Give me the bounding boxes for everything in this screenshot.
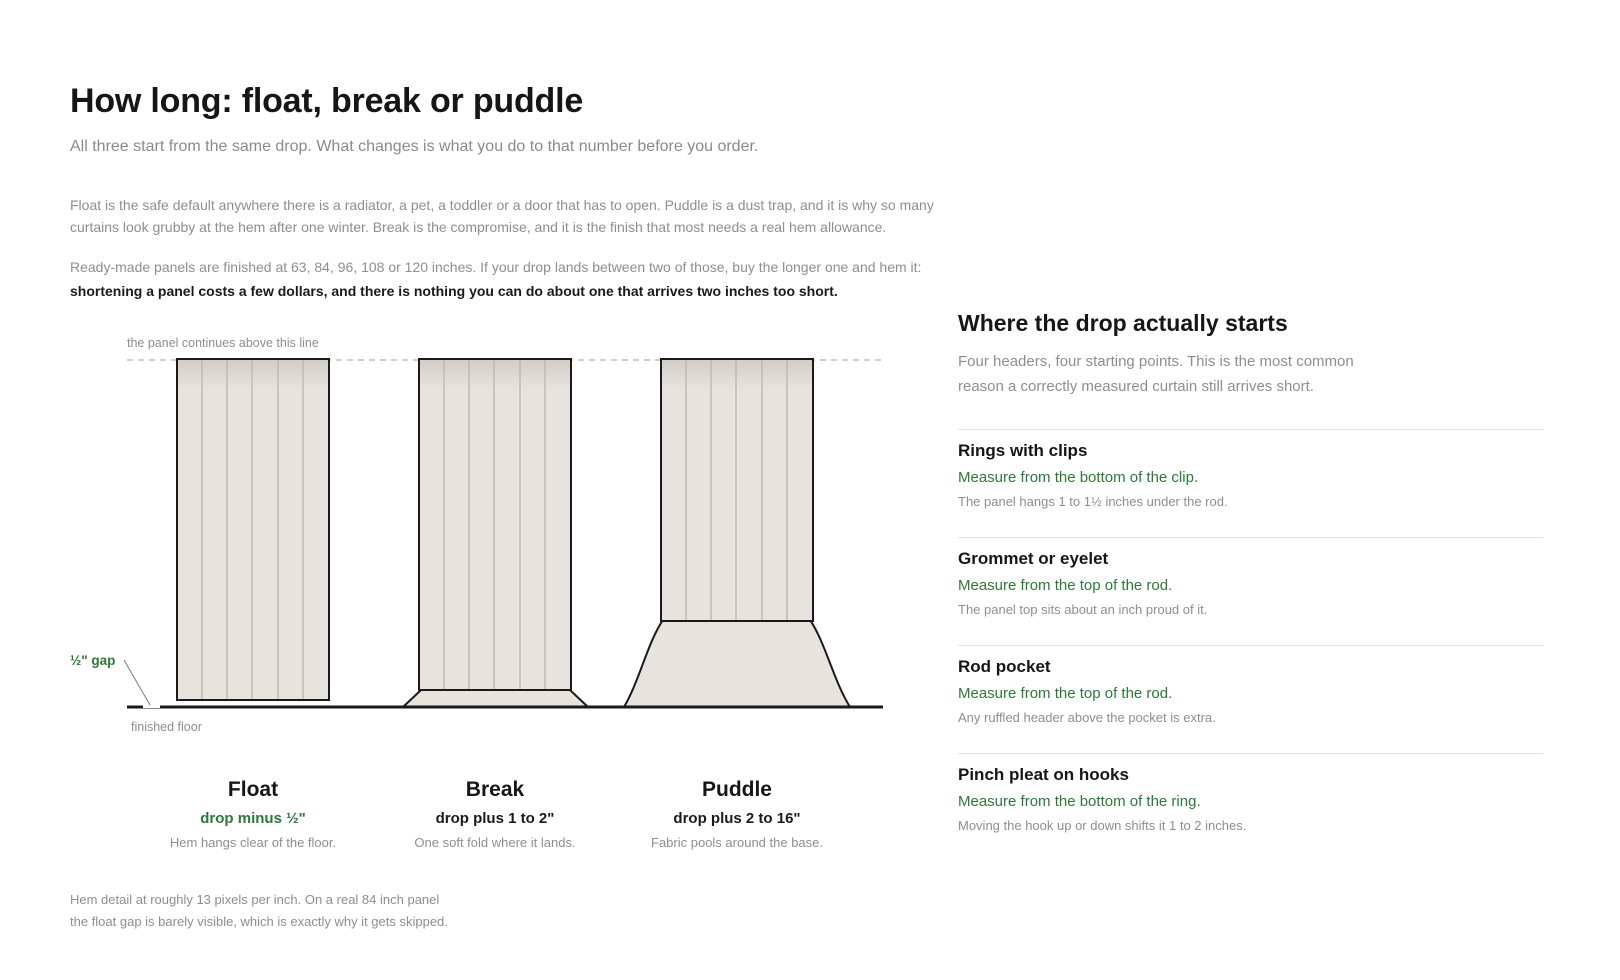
header-types-panel bbox=[958, 310, 1543, 861]
header-item-pinch-pleat bbox=[958, 753, 1543, 861]
footnote-line-2: the float gap is barely visible, which is exactly why it gets skipped. bbox=[70, 914, 448, 929]
break-desc: One soft fold where it lands. bbox=[414, 835, 576, 850]
float-caption bbox=[133, 778, 373, 850]
float-gap-marker bbox=[143, 703, 160, 708]
header-name: Pinch pleat on hooks bbox=[958, 765, 1129, 784]
puddle-caption bbox=[617, 778, 857, 850]
header-item-rings-with-clips bbox=[958, 429, 1543, 537]
header-item-grommet bbox=[958, 537, 1543, 645]
header-note: Moving the hook up or down shifts it 1 to 2 inches. bbox=[958, 818, 1247, 833]
intro-paragraph-2-text: Ready-made panels are finished at 63, 84, 96, 108 or 120 inches. If your drop lands between two of those, buy the longer one and hem it: bbox=[70, 259, 922, 275]
header-measure: Measure from the bottom of the ring. bbox=[958, 793, 1201, 810]
header-measure: Measure from the top of the rod. bbox=[958, 577, 1173, 594]
sidebar-intro bbox=[958, 349, 1368, 399]
footnote bbox=[70, 889, 490, 933]
break-caption bbox=[375, 778, 615, 850]
break-rule: drop plus 1 to 2" bbox=[435, 810, 555, 827]
page-subtitle: All three start from the same drop. What changes is what you do to that number before you order. bbox=[70, 138, 759, 155]
intro-paragraph-2-emphasis: shortening a panel costs a few dollars, and there is nothing you can do about one that arrives two inches too short. bbox=[70, 283, 838, 299]
header-measure: Measure from the bottom of the clip. bbox=[958, 469, 1199, 486]
gap-pointer bbox=[124, 660, 150, 705]
puddle-panel bbox=[624, 359, 850, 707]
header-note: The panel hangs 1 to 1½ inches under the rod. bbox=[958, 494, 1228, 509]
header-note: Any ruffled header above the pocket is extra. bbox=[958, 710, 1216, 725]
header-name: Rings with clips bbox=[958, 441, 1088, 460]
float-name: Float bbox=[227, 778, 279, 801]
puddle-rule: drop plus 2 to 16" bbox=[673, 810, 801, 827]
page-title: How long: float, break or puddle bbox=[70, 82, 584, 120]
puddle-name: Puddle bbox=[701, 778, 772, 801]
sidebar-intro-line-2: reason a correctly measured curtain still arrives short. bbox=[958, 378, 1314, 395]
float-panel bbox=[177, 359, 329, 700]
float-desc: Hem hangs clear of the floor. bbox=[169, 835, 337, 850]
header-name: Rod pocket bbox=[958, 657, 1051, 676]
header-name: Grommet or eyelet bbox=[958, 549, 1109, 568]
hem-length-diagram bbox=[0, 0, 900, 760]
footnote-line-1: Hem detail at roughly 13 pixels per inch. On a real 84 inch panel bbox=[70, 892, 440, 907]
top-line-label: the panel continues above this line bbox=[127, 336, 319, 350]
intro-paragraph-1: Float is the safe default anywhere there is a radiator, a pet, a toddler or a door that has to open. Puddle is a dust trap, and it is why so many curtains look grubby at the hem after one winter. Break is the compromise, and it is the finish that most needs a real hem allowance. bbox=[70, 197, 934, 235]
puddle-desc: Fabric pools around the base. bbox=[651, 835, 823, 850]
break-panel bbox=[403, 359, 588, 707]
sidebar-intro-line-1: Four headers, four starting points. This is the most common bbox=[958, 353, 1354, 370]
gap-label: ½" gap bbox=[70, 653, 116, 668]
sidebar-title: Where the drop actually starts bbox=[958, 310, 1288, 336]
header-note: The panel top sits about an inch proud of it. bbox=[958, 602, 1208, 617]
header-measure: Measure from the top of the rod. bbox=[958, 685, 1173, 702]
break-name: Break bbox=[465, 778, 525, 801]
float-rule: drop minus ½" bbox=[200, 810, 306, 827]
header-list bbox=[958, 429, 1543, 861]
floor-label: finished floor bbox=[131, 720, 202, 734]
header-item-rod-pocket bbox=[958, 645, 1543, 753]
